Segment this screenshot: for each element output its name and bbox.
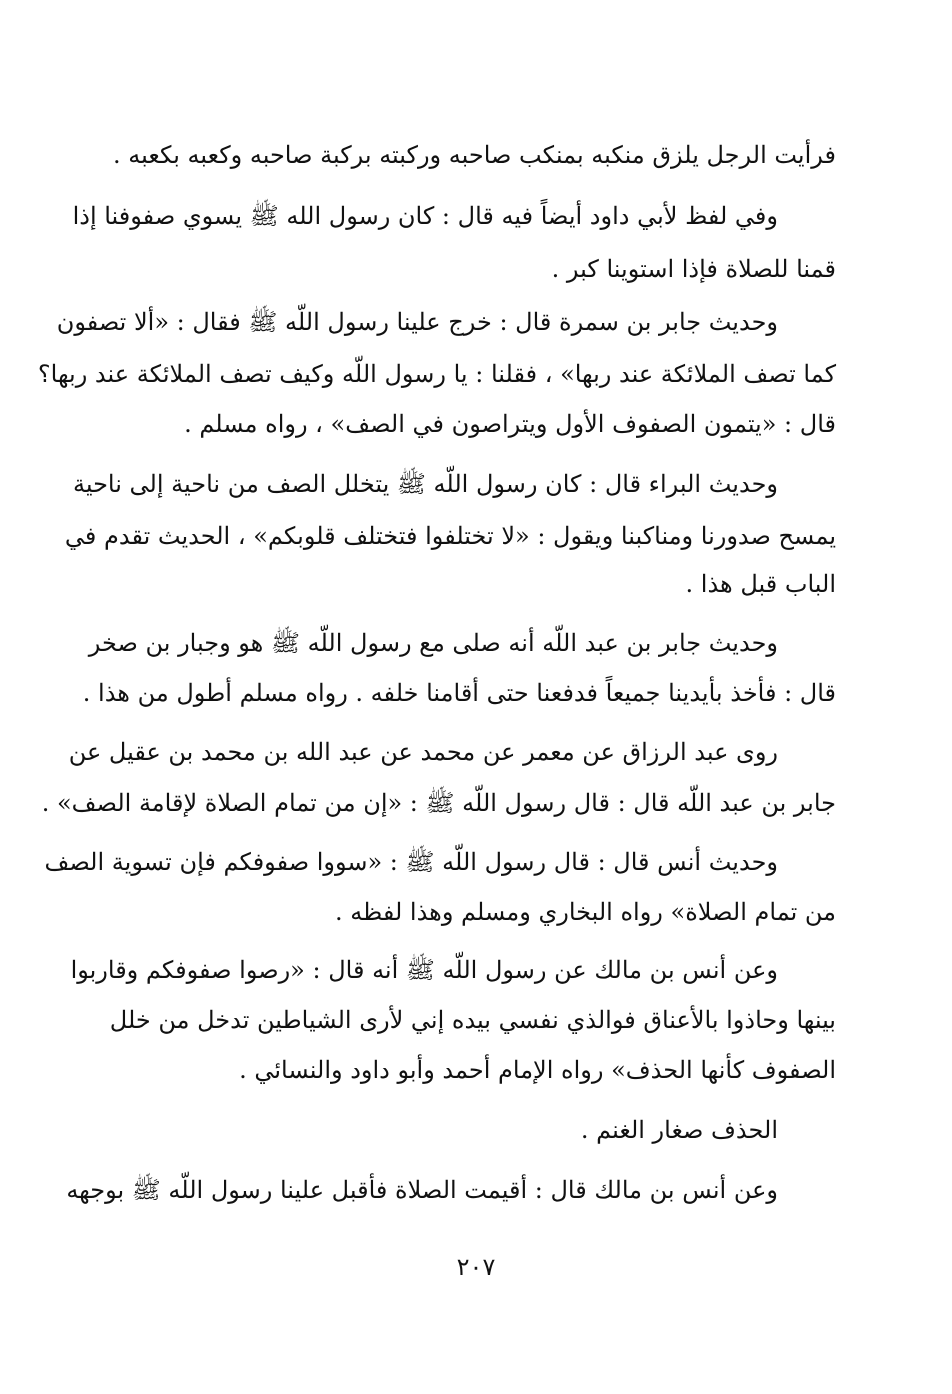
page-number: ٢٠٧ <box>456 1253 496 1281</box>
text-line: وحديث جابر بن عبد اللّه أنه صلى مع رسول اللّه ﷺ هو وجبار بن صخر <box>88 629 778 657</box>
text-line: كما تصف الملائكة عند ربها» ، فقلنا : يا رسول اللّه وكيف تصف الملائكة عند ربها؟ <box>37 360 836 388</box>
text-line: يمسح صدورنا ومناكبنا ويقول : «لا تختلفوا فتختلف قلوبكم» ، الحديث تقدم في <box>64 522 836 550</box>
text-line: وحديث البراء قال : كان رسول اللّه ﷺ يتخلل الصف من ناحية إلى ناحية <box>72 470 778 498</box>
text-line: قال : «يتمون الصفوف الأول ويتراصون في الصف» ، رواه مسلم . <box>184 410 836 438</box>
text-line: وحديث أنس قال : قال رسول اللّه ﷺ : «سووا صفوفكم فإن تسوية الصف <box>44 848 778 876</box>
text-line: قال : فأخذ بأيدينا جميعاً فدفعنا حتى أقامنا خلفه . رواه مسلم أطول من هذا . <box>82 679 836 707</box>
text-line: الباب قبل هذا . <box>685 570 836 598</box>
text-line: وفي لفظ لأبي داود أيضاً فيه قال : كان رسول الله ﷺ يسوي صفوفنا إذا <box>72 202 778 230</box>
text-line: الصفوف كأنها الحذف» رواه الإمام أحمد وأبو داود والنسائي . <box>239 1056 836 1084</box>
text-line: وحديث جابر بن سمرة قال : خرج علينا رسول اللّه ﷺ فقال : «ألا تصفون <box>56 308 778 336</box>
text-line: روى عبد الرزاق عن معمر عن محمد عن عبد الله بن محمد بن عقيل عن <box>68 738 778 766</box>
text-line: وعن أنس بن مالك عن رسول اللّه ﷺ أنه قال : «رصوا صفوفكم وقاربوا <box>70 956 778 984</box>
text-line: الحذف صغار الغنم . <box>580 1116 778 1144</box>
text-line: بينها وحاذوا بالأعناق فوالذي نفسي بيده إني لأرى الشياطين تدخل من خلل <box>109 1006 836 1034</box>
text-line: فرأيت الرجل يلزق منكبه بمنكب صاحبه وركبته بركبة صاحبه وكعبه بكعبه . <box>113 141 836 169</box>
text-line: من تمام الصلاة» رواه البخاري ومسلم وهذا لفظه . <box>335 898 836 926</box>
text-line: وعن أنس بن مالك قال : أقيمت الصلاة فأقبل علينا رسول اللّه ﷺ بوجهه <box>66 1176 778 1204</box>
text-line: جابر بن عبد اللّه قال : قال رسول اللّه ﷺ : «إن من تمام الصلاة لإقامة الصف» . <box>41 789 836 817</box>
text-line: قمنا للصلاة فإذا استوينا كبر . <box>551 255 836 283</box>
